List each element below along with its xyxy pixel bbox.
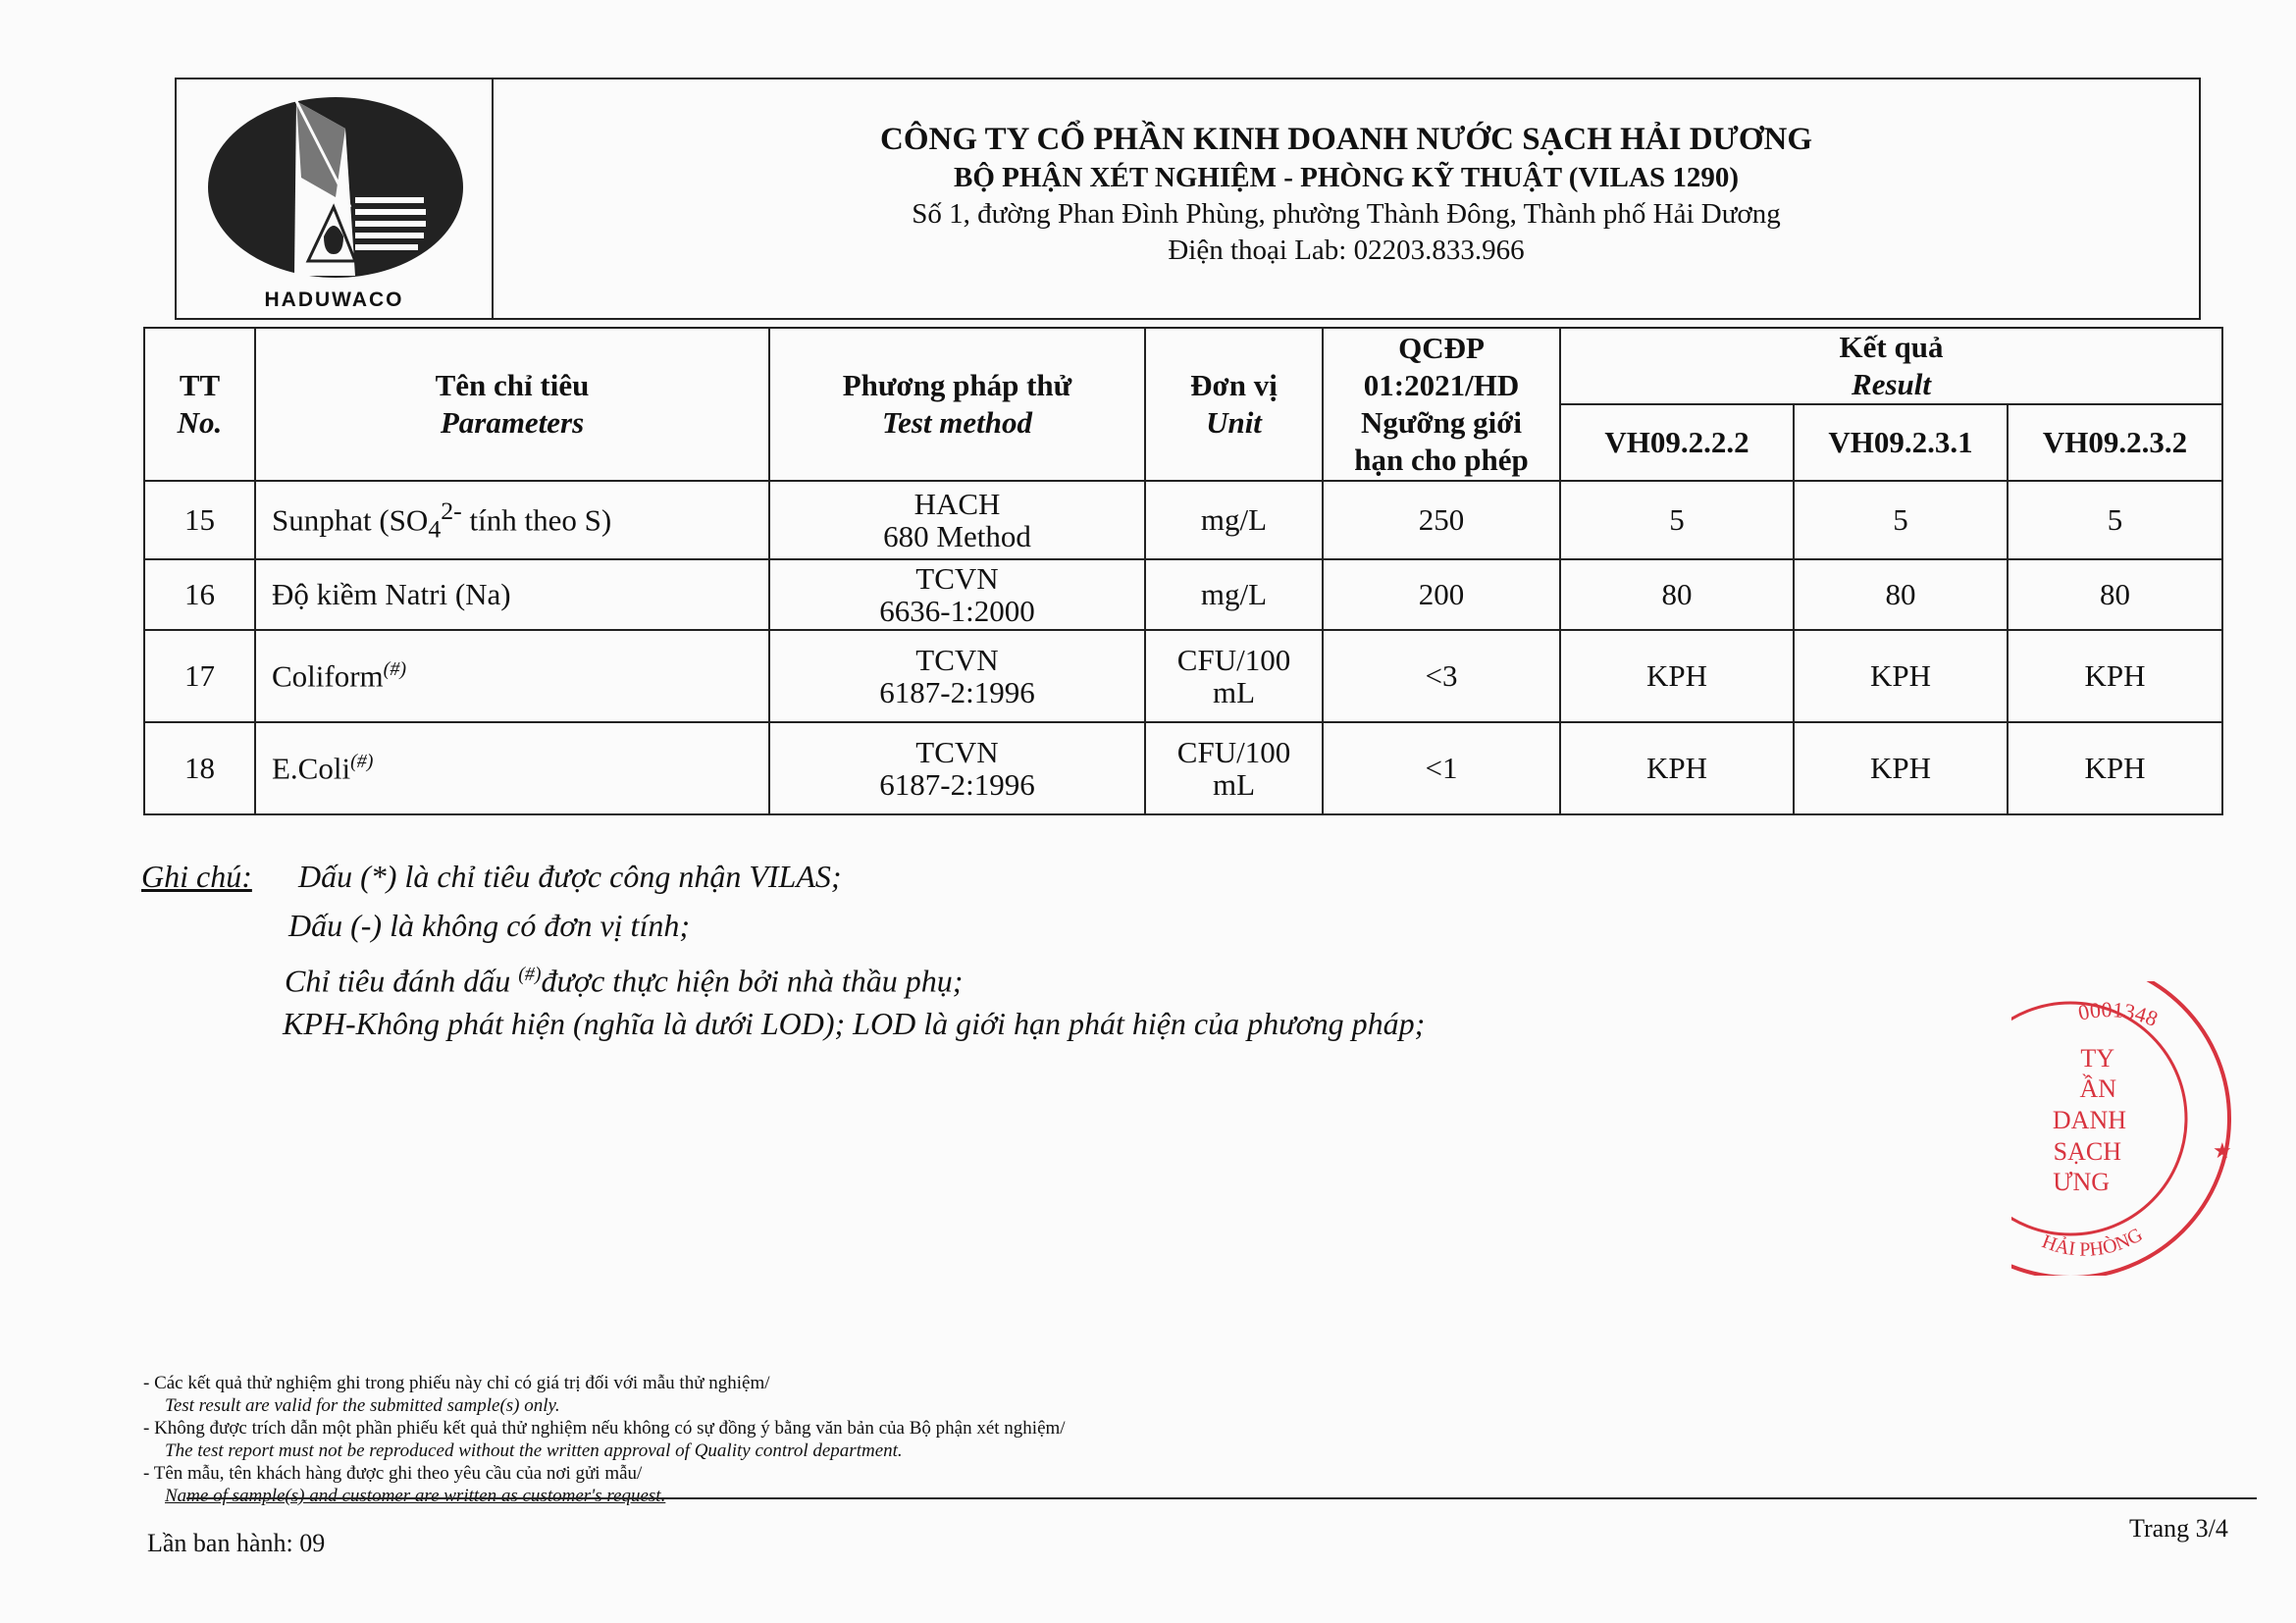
note-3-b: được thực hiện bởi nhà thầu phụ; — [541, 963, 964, 999]
method-line-2: 680 Method — [883, 519, 1031, 553]
note-3 — [141, 950, 1425, 999]
company-name: CÔNG TY CỔ PHẦN KINH DOANH NƯỚC SẠCH HẢI DƯƠNG — [880, 122, 1812, 157]
row-limit: 250 — [1323, 481, 1560, 559]
param-sup: (#) — [350, 750, 374, 772]
row-parameter — [255, 722, 769, 814]
edition-number: Lần ban hành: 09 — [147, 1529, 326, 1557]
note-4: KPH-Không phát hiện (nghĩa là dưới LOD); LOD là giới hạn phát hiện của phương pháp; — [283, 1006, 1426, 1041]
row-result-3: KPH — [2008, 630, 2222, 722]
unit-line-1: CFU/100 — [1176, 643, 1291, 677]
logo-text: HADUWACO — [264, 288, 404, 311]
disclaimer-1-vi: Các kết quả thử nghiệm ghi trong phiếu này chỉ có giá trị đối với mẫu thử nghiệm/ — [154, 1373, 770, 1393]
department-name: BỘ PHẬN XÉT NGHIỆM - PHÒNG KỸ THUẬT (VILAS 1290) — [954, 162, 1739, 193]
row-result-1: KPH — [1560, 722, 1794, 814]
row-result-2: KPH — [1794, 630, 2008, 722]
param-text: Độ kiềm Natri (Na) — [272, 577, 511, 611]
disclaimer-1: - Các kết quả thử nghiệm ghi trong phiếu này chỉ có giá trị đối với mẫu thử nghiệm/ — [143, 1373, 770, 1393]
unit-line-1: mg/L — [1200, 577, 1268, 611]
row-result-3: 5 — [2008, 481, 2222, 559]
unit-line-1: CFU/100 — [1176, 735, 1291, 769]
logo-cell — [177, 79, 494, 318]
row-result-1: 5 — [1560, 481, 1794, 559]
param-text: E.Coli — [272, 751, 351, 786]
param-text: Coliform — [272, 658, 384, 694]
disclaimer-3-en: Name of sample(s) and customer are written as customer's request. — [165, 1486, 666, 1506]
param-text: Sunphat (SO — [272, 502, 429, 538]
table-row — [144, 559, 2222, 630]
row-limit: <3 — [1323, 630, 1560, 722]
note-1-text: Dấu (*) là chỉ tiêu được công nhận VILAS; — [298, 859, 842, 894]
unit-line-2: mL — [1212, 767, 1256, 802]
param-sub: 4 — [428, 514, 442, 544]
sample-header-2: VH09.2.3.1 — [1794, 404, 2008, 481]
result-en-label: Result — [1852, 367, 1931, 401]
disclaimers — [143, 1372, 1066, 1507]
row-result-3: 80 — [2008, 559, 2222, 630]
lab-phone: Điện thoại Lab: 02203.833.966 — [1168, 235, 1525, 266]
seal-bottom-text: HẢI PHÒNG — [2039, 1224, 2147, 1261]
table-row — [144, 481, 2222, 559]
row-method — [769, 630, 1145, 722]
row-method — [769, 722, 1145, 814]
method-line-2: 6187-2:1996 — [879, 675, 1035, 709]
row-parameter — [255, 630, 769, 722]
footer-divider — [186, 1497, 2257, 1499]
disclaimer-2-vi: Không được trích dẫn một phần phiếu kết quả thử nghiệm nếu không có sự đồng ý bằng văn bản của Bộ phận xét nghiệm/ — [154, 1418, 1066, 1439]
note-2: Dấu (-) là không có đơn vị tính; — [288, 908, 690, 943]
method-vi-label: Phương pháp thử — [842, 368, 1072, 402]
row-result-1: 80 — [1560, 559, 1794, 630]
qc-line-1: QCĐP — [1398, 331, 1485, 365]
param-vi-label: Tên chỉ tiêu — [435, 368, 590, 402]
col-header-method — [769, 328, 1145, 481]
company-info — [494, 119, 2199, 268]
row-result-2: 80 — [1794, 559, 2008, 630]
row-limit: 200 — [1323, 559, 1560, 630]
qc-line-4: hạn cho phép — [1354, 443, 1529, 477]
unit-en-label: Unit — [1206, 405, 1262, 440]
col-header-unit — [1145, 328, 1323, 481]
method-line-1: TCVN — [915, 643, 999, 677]
row-no: 16 — [144, 559, 255, 630]
col-header-no — [144, 328, 255, 481]
sample-header-3: VH09.2.3.2 — [2008, 404, 2222, 481]
row-no: 17 — [144, 630, 255, 722]
row-unit — [1145, 559, 1323, 630]
seal-line-2: ẦN — [2079, 1074, 2116, 1103]
disclaimer-3-vi: Tên mẫu, tên khách hàng được ghi theo yêu cầu của nơi gửi mẫu/ — [153, 1463, 643, 1484]
col-header-parameter — [255, 328, 769, 481]
svg-text:0001348 — [2076, 997, 2162, 1031]
company-address: Số 1, đường Phan Đình Phùng, phường Thành Đông, Thành phố Hải Dương — [912, 198, 1781, 230]
table-row — [144, 722, 2222, 814]
svg-text:★: ★ — [2213, 1138, 2232, 1163]
row-method — [769, 481, 1145, 559]
row-unit — [1145, 630, 1323, 722]
unit-vi-label: Đơn vị — [1190, 368, 1278, 402]
note-1 — [141, 852, 1425, 901]
col-header-limit — [1323, 328, 1560, 481]
seal-line-3: DANH — [2052, 1106, 2126, 1134]
header-row — [144, 328, 2222, 404]
page-number: Trang 3/4 — [2129, 1514, 2228, 1543]
note-3-sup: (#) — [518, 964, 542, 985]
method-line-1: TCVN — [915, 735, 999, 769]
unit-line-1: mg/L — [1200, 502, 1268, 537]
letterhead — [175, 78, 2201, 320]
method-line-2: 6187-2:1996 — [879, 767, 1035, 802]
note-3-a: Chỉ tiêu đánh dấu — [285, 963, 519, 999]
row-unit — [1145, 481, 1323, 559]
qc-line-3: Ngưỡng giới — [1360, 405, 1523, 440]
row-parameter — [255, 559, 769, 630]
row-no: 18 — [144, 722, 255, 814]
company-logo — [198, 89, 473, 286]
no-label: No. — [177, 405, 223, 440]
disclaimer-3: - Tên mẫu, tên khách hàng được ghi theo yêu cầu của nơi gửi mẫu/ — [143, 1463, 643, 1484]
method-en-label: Test method — [881, 405, 1032, 440]
table-row — [144, 630, 2222, 722]
method-line-1: TCVN — [915, 561, 999, 596]
tt-label: TT — [179, 368, 221, 402]
row-result-2: KPH — [1794, 722, 2008, 814]
disclaimer-1-en: Test result are valid for the submitted sample(s) only. — [165, 1395, 560, 1416]
col-header-result — [1560, 328, 2222, 404]
method-line-2: 6636-1:2000 — [879, 594, 1035, 628]
result-vi-label: Kết quả — [1839, 330, 1944, 364]
unit-line-2: mL — [1212, 675, 1256, 709]
seal-line-1: TY — [2080, 1044, 2114, 1073]
row-result-1: KPH — [1560, 630, 1794, 722]
row-method — [769, 559, 1145, 630]
param-tail: tính theo S) — [461, 502, 612, 538]
row-result-3: KPH — [2008, 722, 2222, 814]
notes-section — [141, 852, 1425, 1048]
company-seal — [2011, 981, 2247, 1276]
row-limit: <1 — [1323, 722, 1560, 814]
row-parameter — [255, 481, 769, 559]
param-sup: 2- — [441, 496, 462, 525]
param-en-label: Parameters — [440, 405, 585, 440]
method-line-1: HACH — [913, 487, 1001, 521]
row-result-2: 5 — [1794, 481, 2008, 559]
notes-label: Ghi chú: — [141, 859, 252, 894]
param-sup: (#) — [383, 657, 406, 680]
svg-text:HẢI PHÒNG — [2039, 1224, 2146, 1260]
sample-header-1: VH09.2.2.2 — [1560, 404, 1794, 481]
disclaimer-2-en: The test report must not be reproduced without the written approval of Quality control department. — [165, 1440, 903, 1461]
seal-line-4: SẠCH — [2053, 1137, 2121, 1166]
row-no: 15 — [144, 481, 255, 559]
qc-line-2: 01:2021/HD — [1363, 368, 1520, 402]
seal-line-5: ƯNG — [2053, 1168, 2110, 1196]
disclaimer-2: - Không được trích dẫn một phần phiếu kết quả thử nghiệm nếu không có sự đồng ý bằng văn bản của Bộ phận xét nghiệm/ — [143, 1418, 1066, 1439]
seal-number: 0001348 — [2075, 997, 2162, 1031]
results-table — [143, 327, 2223, 815]
row-unit — [1145, 722, 1323, 814]
